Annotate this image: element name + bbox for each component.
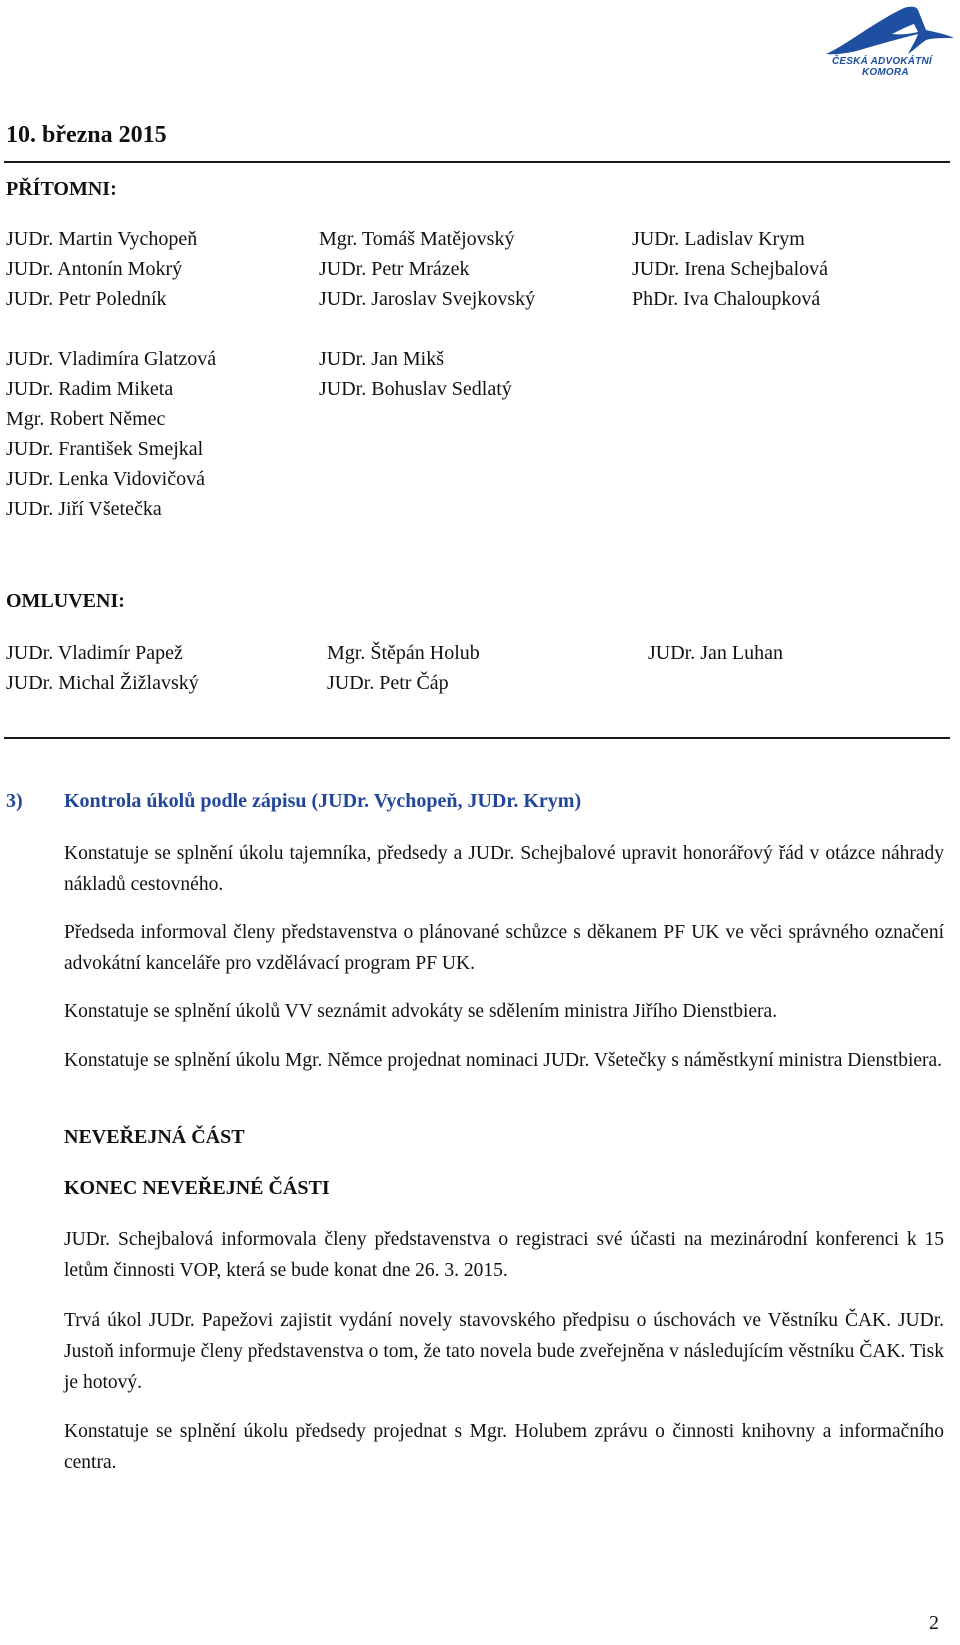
section-number: 3): [6, 790, 23, 812]
chamber-logo: [822, 4, 956, 82]
present-name: JUDr. Bohuslav Sedlatý: [319, 378, 512, 400]
present-name: JUDr. Petr Mrázek: [319, 258, 470, 280]
present-heading: PŘÍTOMNI:: [6, 178, 117, 200]
present-name: JUDr. Irena Schejbalová: [632, 258, 829, 280]
excused-name: Mgr. Štěpán Holub: [327, 642, 480, 664]
divider-section: [4, 737, 950, 739]
present-name: JUDr. Antonín Mokrý: [6, 258, 183, 280]
paragraph: Konstatuje se splnění úkolu tajemníka, předsedy a JUDr. Schejbalové upravit honorářový řád v otázce náhrady nákladů cestovného.: [64, 843, 944, 895]
logo-swoosh-icon: [822, 4, 956, 60]
paragraph: Konstatuje se splnění úkolů VV seznámit advokáty se sdělením ministra Jiřího Dienstbiera.: [64, 1001, 778, 1022]
logo-text-line1: ČESKÁ ADVOKÁTNÍ: [832, 56, 932, 67]
present-name: JUDr. Radim Miketa: [6, 378, 174, 400]
excused-name: JUDr. Michal Žižlavský: [6, 672, 199, 694]
page-number: 2: [929, 1612, 939, 1634]
excused-name: JUDr. Jan Luhan: [648, 642, 783, 664]
present-name: JUDr. Jaroslav Svejkovský: [319, 288, 536, 310]
paragraph: Konstatuje se splnění úkolu Mgr. Němce projednat nominaci JUDr. Všetečky s náměstkyní ministra Dienstbiera.: [64, 1050, 943, 1071]
present-name: JUDr. Lenka Vidovičová: [6, 468, 205, 490]
nonpublic-end-heading: KONEC NEVEŘEJNÉ ČÁSTI: [64, 1177, 330, 1199]
present-name: JUDr. Martin Vychopeň: [6, 228, 198, 250]
divider-top: [4, 161, 950, 163]
nonpublic-heading: NEVEŘEJNÁ ČÁST: [64, 1126, 245, 1148]
logo-text-line2: KOMORA: [862, 67, 909, 78]
paragraph: Předseda informoval členy představenstva o plánované schůzce s děkanem PF UK ve věci správného označení advokátní kanceláře pro vzdělávací program PF UK.: [64, 922, 944, 974]
meeting-date: 10. března 2015: [6, 122, 167, 148]
excused-name: JUDr. Petr Čáp: [327, 672, 449, 694]
present-name: JUDr. Ladislav Krym: [632, 228, 805, 250]
present-name: PhDr. Iva Chaloupková: [632, 288, 821, 310]
excused-name: JUDr. Vladimír Papež: [6, 642, 183, 664]
present-name: Mgr. Tomáš Matějovský: [319, 228, 515, 250]
paragraph: Trvá úkol JUDr. Papežovi zajistit vydání novely stavovského předpisu o úschovách ve Věstníku ČAK. JUDr. Justoň informuje členy představenstva o tom, že tato novela bude zveřejněna v následujícím věstníku ČAK. Tisk je hotový.: [64, 1310, 944, 1393]
present-name: JUDr. Jan Mikš: [319, 348, 445, 370]
section-title-text: Kontrola úkolů podle zápisu (JUDr. Vychopeň, JUDr. Krym): [64, 790, 582, 812]
paragraph: JUDr. Schejbalová informovala členy představenstva o registraci své účasti na mezinárodní konferenci k 15 letům činnosti VOP, která se bude konat dne 26. 3. 2015.: [64, 1229, 944, 1281]
present-name: JUDr. František Smejkal: [6, 438, 204, 460]
section-title: [6, 790, 581, 813]
present-name: JUDr. Petr Poledník: [6, 288, 167, 310]
paragraph: Konstatuje se splnění úkolu předsedy projednat s Mgr. Holubem zprávu o činnosti knihovny a informačního centra.: [64, 1421, 944, 1473]
present-name: Mgr. Robert Němec: [6, 408, 166, 430]
present-name: JUDr. Jiří Všetečka: [6, 498, 162, 520]
excused-heading: OMLUVENI:: [6, 590, 125, 612]
present-name: JUDr. Vladimíra Glatzová: [6, 348, 217, 370]
